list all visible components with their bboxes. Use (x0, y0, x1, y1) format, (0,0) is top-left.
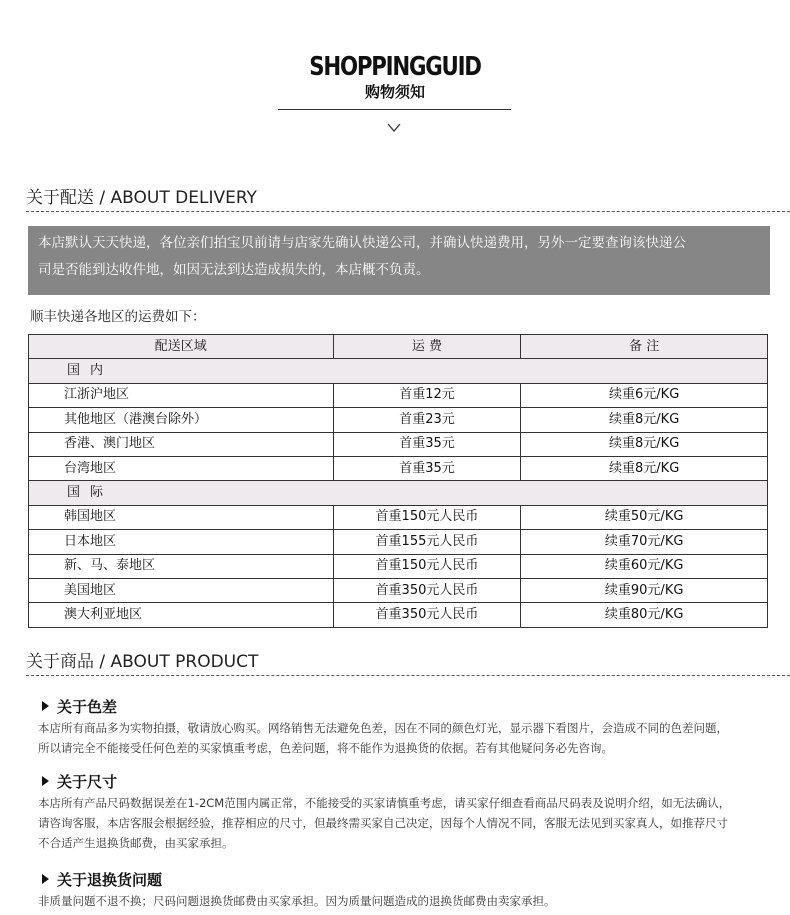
column-header-fee: 运 费 (333, 335, 521, 359)
note-cell: 续重70元/KG (521, 530, 768, 554)
fee-cell: 首重350元人民币 (333, 603, 521, 627)
fee-cell: 首重35元 (333, 432, 521, 456)
table-row (29, 603, 768, 627)
delivery-notice (28, 226, 770, 295)
group-label: 国内 (67, 363, 114, 379)
notice-line: 本店默认天天快递，各位亲们拍宝贝前请与店家先确认快递公司，并确认快递费用，另外一定要查询该快递公 (38, 235, 686, 251)
region-cell: 韩国地区 (29, 505, 334, 529)
chevron-down-icon (386, 122, 402, 134)
triangle-right-icon (42, 874, 49, 884)
color-heading (42, 697, 117, 717)
region-cell: 其他地区（港澳台除外） (29, 408, 334, 432)
fee-cell: 首重155元人民币 (333, 530, 521, 554)
group-row-international (29, 481, 768, 505)
note-cell: 续重8元/KG (521, 408, 768, 432)
paragraph-line: 本店所有商品多为实物拍摄，敬请放心购买。网络销售无法避免色差，因在不同的颜色灯光，显示器下看图片，会造成不同的色差问题， (38, 721, 728, 735)
color-heading-label: 关于色差 (57, 698, 118, 716)
region-cell: 台湾地区 (29, 456, 334, 480)
shipping-rates-table (28, 334, 768, 628)
note-cell: 续重80元/KG (521, 603, 768, 627)
group-label: 国际 (67, 485, 114, 501)
note-cell: 续重6元/KG (521, 383, 768, 407)
note-cell: 续重8元/KG (521, 456, 768, 480)
fee-cell: 首重150元人民币 (333, 505, 521, 529)
region-cell: 香港、澳门地区 (29, 432, 334, 456)
returns-paragraph (38, 891, 778, 911)
paragraph-line: 所以请完全不能接受任何色差的买家慎重考虑，色差问题，将不能作为退换货的依据。若有其他疑问务必先咨询。 (38, 741, 613, 755)
region-cell: 美国地区 (29, 578, 334, 602)
paragraph-line: 本店所有产品尺码数据误差在1-2CM范围内属正常，不能接受的买家请慎重考虑，请买家仔细查看商品尺码表及说明介绍，如无法确认， (38, 796, 731, 810)
group-row-domestic (29, 359, 768, 383)
size-heading-label: 关于尺寸 (57, 773, 118, 791)
triangle-right-icon (42, 776, 49, 786)
notice-line: 司是否能到达收件地，如因无法到达造成损失的，本店概不负责。 (38, 262, 430, 278)
product-section-title: 关于商品 / ABOUT PRODUCT (26, 652, 259, 672)
size-heading (42, 772, 117, 792)
color-paragraph (38, 718, 778, 758)
fee-cell: 首重350元人民币 (333, 578, 521, 602)
size-paragraph (38, 793, 778, 853)
paragraph-line: 非质量问题不退不换；尺码问题退换货邮费由买家承担。因为质量问题造成的退换货邮费由卖家承担。 (38, 894, 556, 908)
delivery-section-title: 关于配送 / ABOUT DELIVERY (26, 188, 257, 208)
region-cell: 江浙沪地区 (29, 383, 334, 407)
product-section-divider (26, 675, 790, 676)
fee-cell: 首重23元 (333, 408, 521, 432)
table-row (29, 530, 768, 554)
title-divider (278, 109, 511, 110)
table-row (29, 408, 768, 432)
paragraph-line: 请咨询客服，本店客服会根据经验，推荐相应的尺寸，但最终需买家自己决定，因每个人情况不同，客服无法见到买家真人，如推荐尺寸 (38, 816, 728, 830)
table-row (29, 383, 768, 407)
table-row (29, 456, 768, 480)
page-title: SHOPPINGGUID (309, 52, 481, 82)
page-subtitle: 购物须知 (364, 83, 425, 101)
table-header-row (29, 335, 768, 359)
note-cell: 续重90元/KG (521, 578, 768, 602)
table-row (29, 432, 768, 456)
region-cell: 新、马、泰地区 (29, 554, 334, 578)
column-header-region: 配送区域 (29, 335, 334, 359)
fee-cell: 首重35元 (333, 456, 521, 480)
region-cell: 澳大利亚地区 (29, 603, 334, 627)
rates-intro: 顺丰快递各地区的运费如下： (30, 309, 206, 325)
returns-heading-label: 关于退换货问题 (57, 871, 163, 889)
fee-cell: 首重12元 (333, 383, 521, 407)
delivery-section-divider (26, 211, 790, 212)
returns-heading (42, 870, 162, 890)
fee-cell: 首重150元人民币 (333, 554, 521, 578)
triangle-right-icon (42, 701, 49, 711)
column-header-note: 备 注 (521, 335, 768, 359)
paragraph-line: 不合适产生退换货邮费，由买家承担。 (38, 836, 234, 850)
table-row (29, 578, 768, 602)
region-cell: 日本地区 (29, 530, 334, 554)
table-row (29, 554, 768, 578)
note-cell: 续重60元/KG (521, 554, 768, 578)
table-row (29, 505, 768, 529)
note-cell: 续重8元/KG (521, 432, 768, 456)
note-cell: 续重50元/KG (521, 505, 768, 529)
